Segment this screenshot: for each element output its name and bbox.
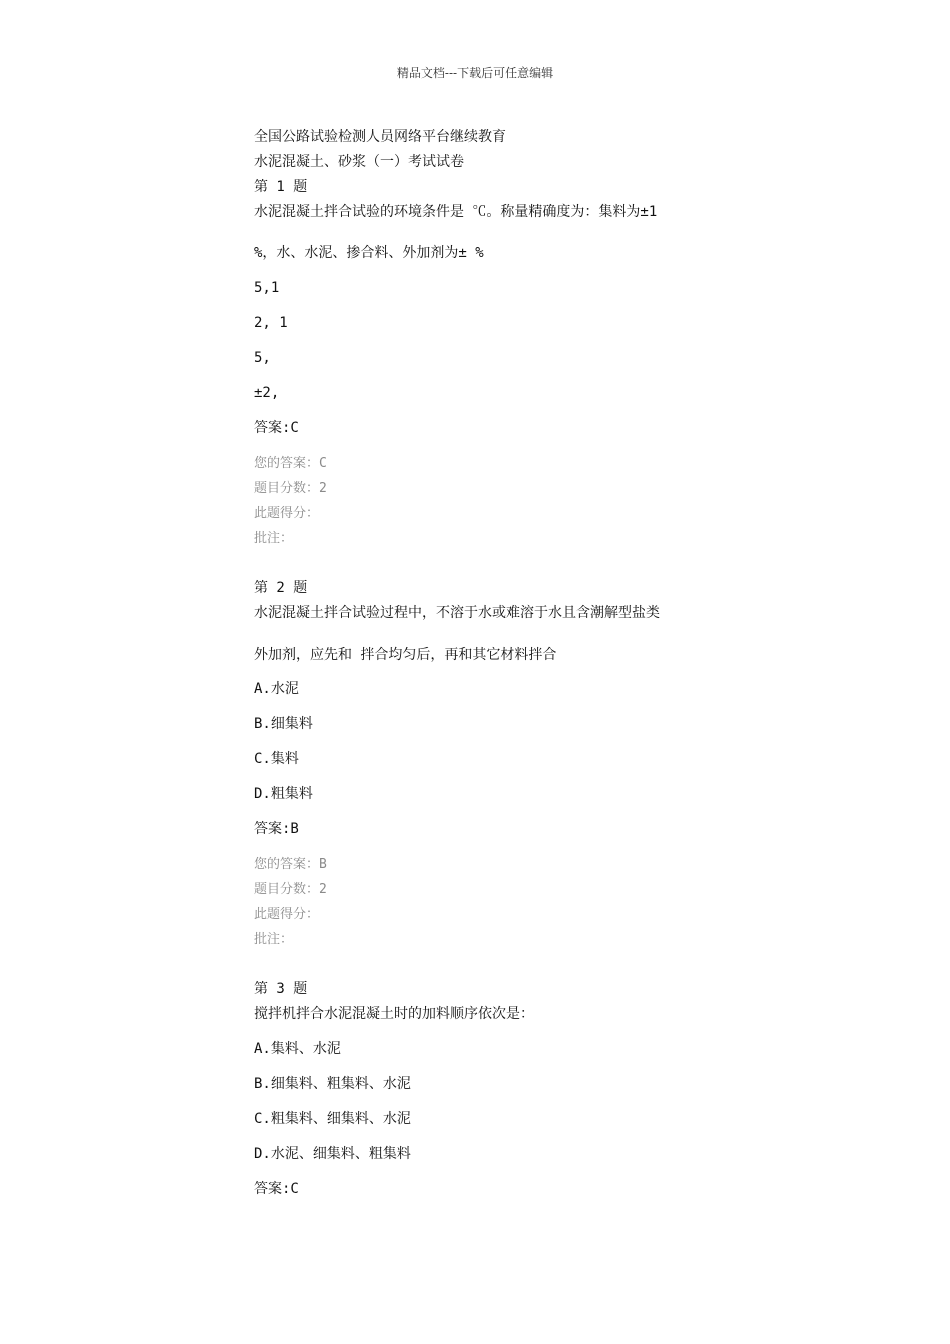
- question-2-note: 批注：: [254, 932, 294, 947]
- question-1-stem-line2: %，水、水泥、掺合料、外加剂为± %: [254, 245, 484, 261]
- question-2-stem-line1: 水泥混凝土拌合试验过程中，不溶于水或难溶于水且含潮解型盐类: [254, 605, 660, 621]
- question-2-points-earned: 此题得分：: [254, 907, 320, 922]
- document-header-note: 精品文档---下载后可任意编辑: [396, 66, 554, 80]
- question-2-stem-line2: 外加剂，应先和 拌合均匀后，再和其它材料拌合: [254, 647, 557, 663]
- question-1-option-d: ±2,: [254, 385, 280, 401]
- question-1-note: 批注：: [254, 531, 294, 546]
- question-3-option-d: D.水泥、细集料、粗集料: [254, 1146, 411, 1162]
- question-3-heading: 第 3 题: [254, 981, 308, 997]
- question-2-option-b: B.细集料: [254, 716, 313, 732]
- question-3-option-a: A.集料、水泥: [254, 1041, 341, 1057]
- document-title-exam: 水泥混凝土、砂浆（一）考试试卷: [254, 154, 464, 170]
- question-1-score: 题目分数：2: [254, 481, 327, 496]
- question-1-points-earned: 此题得分：: [254, 506, 320, 521]
- question-2-score: 题目分数：2: [254, 882, 327, 897]
- question-1-option-b: 2, 1: [254, 315, 288, 331]
- question-2-option-a: A.水泥: [254, 681, 299, 697]
- question-1-option-a: 5,1: [254, 280, 280, 296]
- question-2-your-answer: 您的答案：B: [254, 857, 327, 872]
- question-1-answer: 答案:C: [254, 420, 299, 436]
- question-2-answer: 答案:B: [254, 821, 299, 837]
- question-3-option-c: C.粗集料、细集料、水泥: [254, 1111, 411, 1127]
- question-3-stem-line1: 搅拌机拌合水泥混凝土时的加料顺序依次是：: [254, 1006, 534, 1022]
- question-1-heading: 第 1 题: [254, 179, 308, 195]
- question-2-heading: 第 2 题: [254, 580, 308, 596]
- question-3-option-b: B.细集料、粗集料、水泥: [254, 1076, 411, 1092]
- question-1-stem-line1: 水泥混凝土拌合试验的环境条件是 ℃。称量精确度为：集料为±1: [254, 204, 658, 220]
- question-2-option-d: D.粗集料: [254, 786, 313, 802]
- question-2-option-c: C.集料: [254, 751, 299, 767]
- question-3-answer: 答案:C: [254, 1181, 299, 1197]
- question-1-option-c: 5,: [254, 350, 271, 366]
- document-title-org: 全国公路试验检测人员网络平台继续教育: [254, 129, 506, 145]
- question-1-your-answer: 您的答案：C: [254, 456, 327, 471]
